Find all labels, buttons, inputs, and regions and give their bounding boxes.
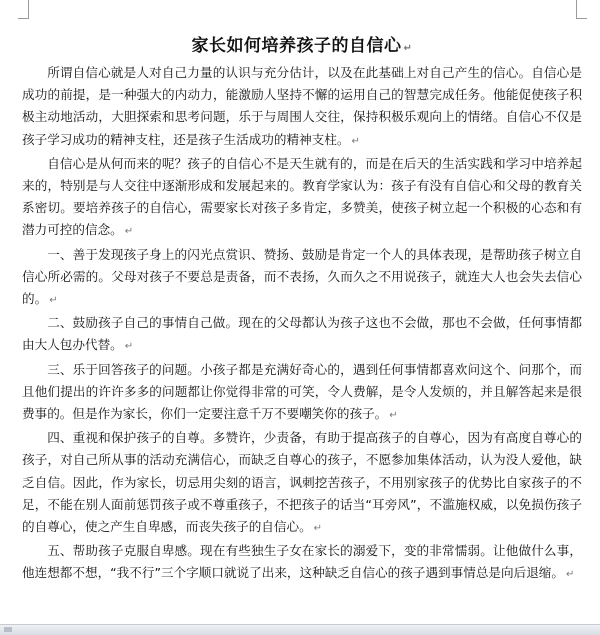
paragraph-1: 所谓自信心就是人对自己力量的认识与充分估计，以及在此基础上对自己产生的信心。自信心是成功的前提，是一种强大的内动力，能激励人坚持不懈的运用自己的智慧完成任务。他能促使孩子积极主动地活动，大胆探索和思考问题，乐于与周围人交往，保持积极乐观向上的情绪。自信心不仅是孩子学习成功的精神支柱，还是孩子生活成功的精神支柱。 ↵ (22, 65, 582, 147)
paragraph-5: 三、乐于回答孩子的问题。小孩子都是充满好奇心的，遇到任何事情都喜欢问这个、问那个，而且他们提出的许许多多的问题都让你觉得非常的可笑，令人费解，是令人发烦的，并且解答起来是很费事的。但是作为家长，你们一定要注意千万不要嘲笑你的孩子。 ↵ (22, 361, 582, 422)
paragraph-4: 二、鼓励孩子自己的事情自己做。现在的父母都认为孩子这也不会做，那也不会做，任何事情都由大人包办代替。 ↵ (22, 315, 582, 353)
page-corner-mark-top-left (18, 0, 29, 19)
paragraph-mark-icon: ↵ (566, 569, 575, 581)
paragraph-mark-icon: ↵ (124, 226, 134, 238)
paragraph-mark-icon: ↵ (403, 43, 413, 54)
scroll-left-icon[interactable] (4, 627, 12, 632)
paragraph-6: 四、重视和保护孩子的自尊。多赞许，少责备，有助于提高孩子的自尊心，因为有高度自尊心的孩子，对自己所从事的活动充满信心，而缺乏自尊心的孩子，不愿参加集体活动，认为没人爱他，缺乏自信。因此，作为家长，切忌用尖刻的语言，讽刺挖苦孩子，不用别家孩子的优势比自家孩子的不足，不能在别人面前惩罚孩子或不尊重孩子，不把孩子的话当“耳旁风”，不滥施权威，以免损伤孩子的自尊心，使之产生自卑感，而丧失孩子的自信心。 ↵ (22, 430, 582, 535)
paragraph-7: 五、帮助孩子克服自卑感。现在有些独生子女在家长的溺爱下，变的非常懦弱。让他做什么事，他连想都不想，“我不行”三个字顺口就说了出来，这种缺乏自信心的孩子遇到事情总是向后退缩。 ↵ (22, 543, 582, 581)
paragraph-mark-icon: ↵ (389, 410, 398, 422)
paragraph-mark-icon: ↵ (313, 523, 323, 535)
horizontal-scrollbar[interactable] (0, 624, 600, 635)
paragraph-mark-icon: ↵ (49, 295, 58, 307)
paragraph-3: 一、善于发现孩子身上的闪光点赏识、赞扬、鼓励是肯定一个人的具体表现，是帮助孩子树立自信心所必需的。父母对孩子不要总是责备，而不表扬，久而久之不用说孩子，就连大人也会失去信心的。 ↵ (22, 246, 582, 307)
page-corner-mark-top-right (576, 0, 587, 19)
document-title: 家长如何培养孩子的自信心 ↵ (191, 36, 413, 56)
paragraph-mark-icon: ↵ (351, 135, 360, 147)
document-body[interactable] (22, 34, 582, 587)
paragraph-mark-icon: ↵ (124, 341, 134, 353)
paragraph-2: 自信心是从何而来的呢？孩子的自信心不是天生就有的，而是在后天的生活实践和学习中培养起来的，特别是与人交往中逐渐形成和发展起来的。教育学家认为：孩子有没有自信心和父母的教育关系密切。要培养孩子的自信心，需要家长对孩子多肯定，多赞美，使孩子树立起一个积极的心态和有潜力可控的信念。 ↵ (22, 155, 582, 238)
